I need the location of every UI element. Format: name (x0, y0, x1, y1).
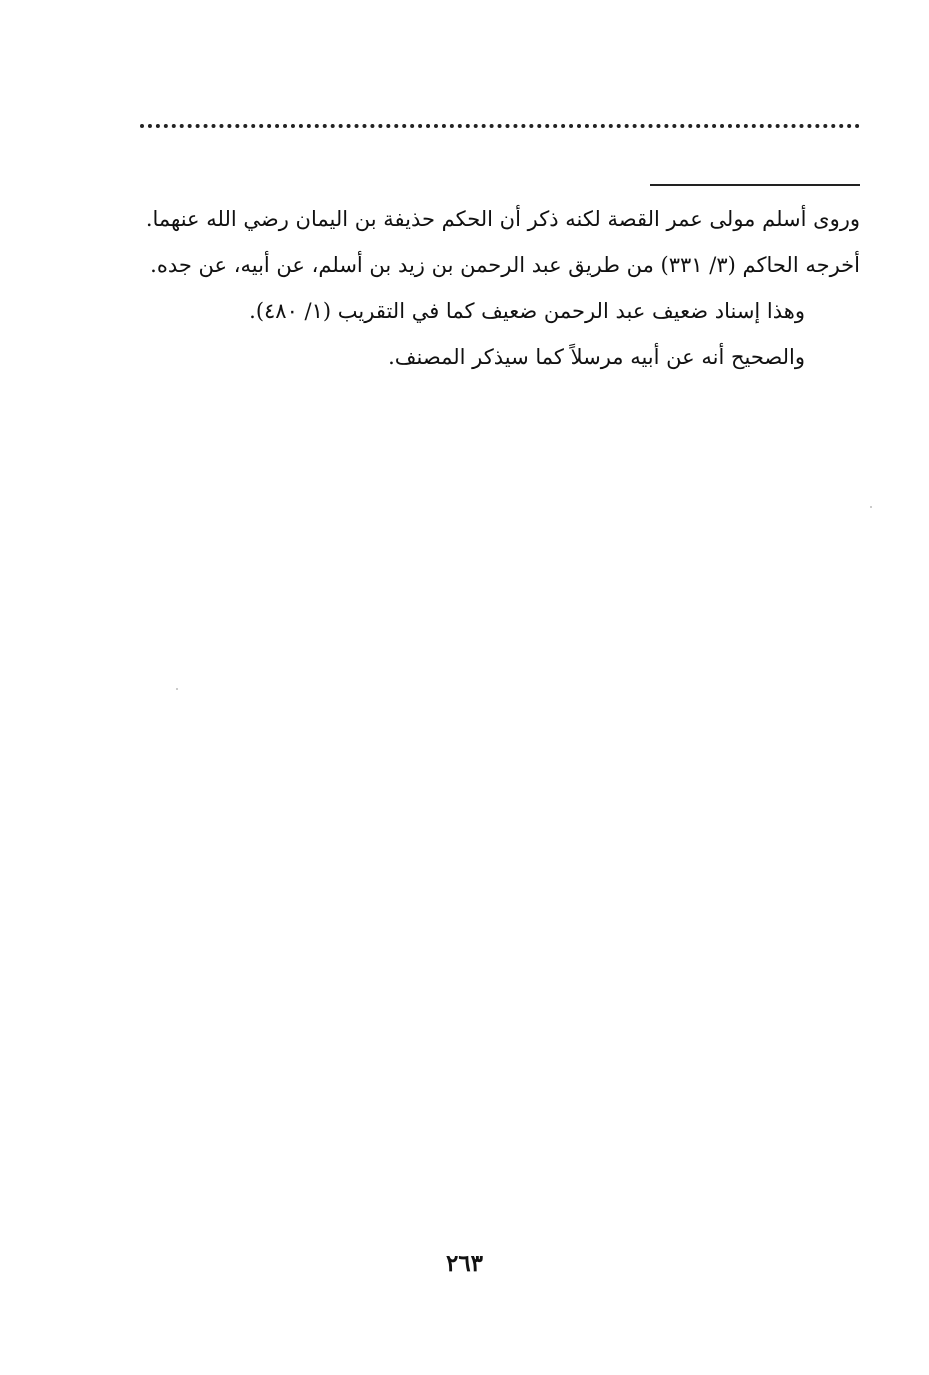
dotted-separator (140, 124, 860, 128)
footnote-paragraph: والصحيح أنه عن أبيه مرسلاً كما سيذكر المصنف. (388, 345, 805, 369)
footnote-paragraph: وروى أسلم مولى عمر القصة لكنه ذكر أن الحكم حذيفة بن اليمان رضي الله عنهما. (145, 207, 860, 231)
scan-speck (870, 506, 872, 508)
footnote-paragraph: أخرجه الحاكم (٣/ ٣٣١) من طريق عبد الرحمن بن زيد بن أسلم، عن أبيه، عن جده. (150, 253, 860, 277)
footnote-rule (650, 184, 860, 186)
page-number: ٢٦٣ (445, 1250, 484, 1277)
footnotes-block (125, 196, 860, 380)
scan-speck (176, 688, 178, 690)
footnote-paragraph: وهذا إسناد ضعيف عبد الرحمن ضعيف كما في التقريب (١/ ٤٨٠). (249, 299, 805, 323)
